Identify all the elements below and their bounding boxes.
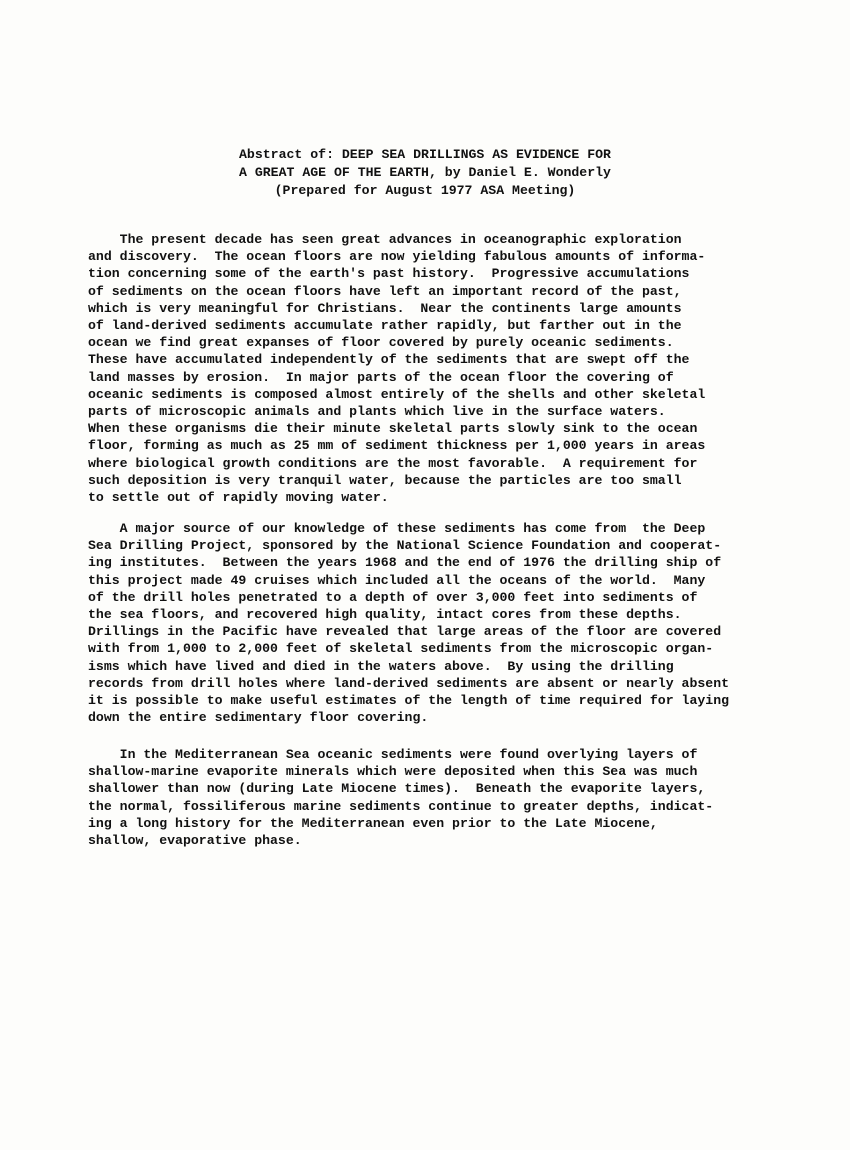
heading-line: (Prepared for August 1977 ASA Meeting) xyxy=(274,183,576,198)
text-line: of sediments on the ocean floors have left an important record of the past, xyxy=(88,283,682,299)
text-line: such deposition is very tranquil water, because the particles are too small xyxy=(88,472,682,488)
text-line: shallower than now (during Late Miocene times). Beneath the evaporite layers, xyxy=(88,781,706,797)
text-line: These have accumulated independently of the sediments that are swept off the xyxy=(88,352,690,368)
text-line: with from 1,000 to 2,000 feet of skeletal sediments from the microscopic organ- xyxy=(88,641,714,657)
text-line: A major source of our knowledge of these sediments has come from the Deep xyxy=(88,521,706,536)
text-line: to settle out of rapidly moving water. xyxy=(88,490,389,506)
text-line: records from drill holes where land-derived sediments are absent or nearly absent xyxy=(88,675,730,691)
text-line: this project made 49 cruises which included all the oceans of the world. Many xyxy=(88,572,706,588)
text-line: parts of microscopic animals and plants which live in the surface waters. xyxy=(88,404,666,420)
text-line: and discovery. The ocean floors are now yielding fabulous amounts of informa- xyxy=(88,249,706,265)
text-line: Sea Drilling Project, sponsored by the National Science Foundation and cooperat- xyxy=(88,538,722,554)
heading-line: A GREAT AGE OF THE EARTH, by Daniel E. Wonderly xyxy=(239,165,611,180)
text-line: ing a long history for the Mediterranean even prior to the Late Miocene, xyxy=(88,815,658,831)
text-line: of land-derived sediments accumulate rather rapidly, but farther out in the xyxy=(88,318,682,334)
text-line: shallow, evaporative phase. xyxy=(88,833,302,849)
text-line: isms which have lived and died in the waters above. By using the drilling xyxy=(88,658,674,674)
heading-line: Abstract of: DEEP SEA DRILLINGS AS EVIDENCE FOR xyxy=(239,147,611,162)
text-line: ocean we find great expanses of floor covered by purely oceanic sediments. xyxy=(88,335,674,351)
paragraph-1 xyxy=(88,231,788,506)
text-line: floor, forming as much as 25 mm of sediment thickness per 1,000 years in areas xyxy=(88,438,706,454)
text-line: The present decade has seen great advances in oceanographic exploration xyxy=(88,232,682,247)
text-line: tion concerning some of the earth's past history. Progressive accumulations xyxy=(88,266,690,282)
text-line: oceanic sediments is composed almost entirely of the shells and other skeletal xyxy=(88,386,706,402)
paragraph-2 xyxy=(88,520,788,726)
text-line: In the Mediterranean Sea oceanic sediments were found overlying layers of xyxy=(88,747,698,762)
text-line: ing institutes. Between the years 1968 and the end of 1976 the drilling ship of xyxy=(88,555,722,571)
text-line: the sea floors, and recovered high quality, intact cores from these depths. xyxy=(88,607,682,623)
text-line: land masses by erosion. In major parts of the ocean floor the covering of xyxy=(88,369,674,385)
text-line: of the drill holes penetrated to a depth of over 3,000 feet into sediments of xyxy=(88,589,698,605)
text-line: Drillings in the Pacific have revealed that large areas of the floor are covered xyxy=(88,624,722,640)
abstract-heading xyxy=(0,146,850,200)
text-line: When these organisms die their minute skeletal parts slowly sink to the ocean xyxy=(88,421,698,437)
text-line: shallow-marine evaporite minerals which were deposited when this Sea was much xyxy=(88,764,698,780)
paragraph-3 xyxy=(88,746,788,849)
text-line: it is possible to make useful estimates of the length of time required for laying xyxy=(88,693,730,709)
text-line: which is very meaningful for Christians. Near the continents large amounts xyxy=(88,300,682,316)
text-line: down the entire sedimentary floor covering. xyxy=(88,710,429,726)
text-line: where biological growth conditions are the most favorable. A requirement for xyxy=(88,455,698,471)
text-line: the normal, fossiliferous marine sediments continue to greater depths, indicat- xyxy=(88,798,714,814)
